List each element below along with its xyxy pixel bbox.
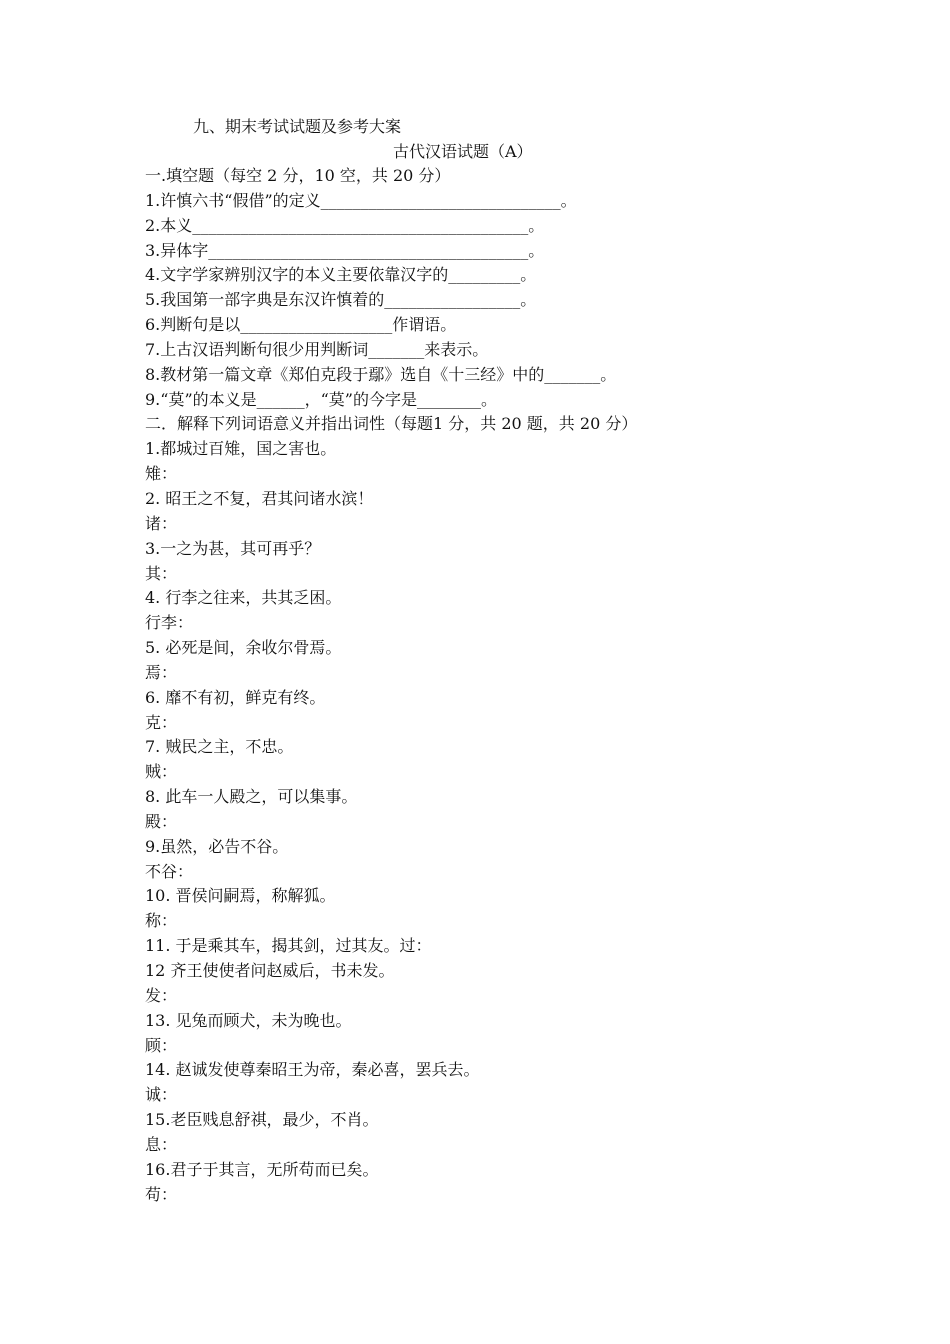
fill-blank-question: 9.“莫”的本义是______，“莫”的今字是________。 — [145, 389, 497, 409]
answer-prompt: 雉： — [145, 464, 178, 484]
fill-blank-question: 4.文字学家辨别汉字的本义主要依靠汉字的_________。 — [145, 265, 537, 285]
question-sentence: 14. 赵诚发使尊秦昭王为帝，秦必喜，罢兵去。 — [145, 1060, 480, 1080]
answer-prompt: 称： — [145, 911, 178, 931]
question-sentence: 11. 于是乘其车，揭其剑，过其友。过： — [145, 936, 432, 956]
answer-prompt: 其： — [145, 563, 178, 583]
answer-prompt: 行李： — [145, 613, 194, 633]
answer-prompt: 贼： — [145, 762, 178, 782]
question-sentence: 8. 此车一人殿之，可以集事。 — [145, 787, 358, 807]
section-heading: 九、期末考试试题及参考大案 — [193, 117, 402, 136]
question-sentence: 7. 贼民之主，不忠。 — [145, 737, 294, 757]
interpretation-section-header: 二．解释下列词语意义并指出词性（每题1 分，共 20 题，共 20 分） — [145, 414, 638, 434]
question-sentence: 6. 靡不有初，鲜克有终。 — [145, 687, 326, 707]
answer-prompt: 苟： — [145, 1184, 178, 1204]
answer-prompt: 息： — [145, 1134, 178, 1154]
question-sentence: 13. 见兔而顾犬，未为晚也。 — [145, 1010, 352, 1030]
answer-prompt: 诚： — [145, 1085, 178, 1105]
fill-blank-question: 8.教材第一篇文章《郑伯克段于鄢》选自《十三经》中的_______。 — [145, 364, 617, 384]
answer-prompt: 殿： — [145, 811, 178, 831]
fill-blank-question: 3.异体字________________________________________。 — [145, 240, 545, 260]
question-sentence: 5. 必死是间，余收尔骨焉。 — [145, 638, 342, 658]
answer-prompt: 发： — [145, 985, 178, 1005]
answer-prompt: 诸： — [145, 513, 178, 533]
exam-title: 古代汉语试题（A） — [393, 142, 533, 161]
answer-prompt: 不谷： — [145, 861, 194, 881]
answer-prompt: 顾： — [145, 1035, 178, 1055]
question-sentence: 16.君子于其言，无所苟而已矣。 — [145, 1159, 379, 1179]
question-sentence: 10. 晋侯问嗣焉，称解狐。 — [145, 886, 336, 906]
question-sentence: 4. 行李之往来，共其乏困。 — [145, 588, 342, 608]
exam-body — [145, 164, 905, 1207]
question-sentence: 2. 昭王之不复，君其问诸水滨！ — [145, 488, 374, 508]
question-sentence: 3.一之为甚，其可再乎？ — [145, 538, 321, 558]
question-sentence: 9.虽然，必告不谷。 — [145, 836, 289, 856]
question-sentence: 12 齐王使使者问赵威后，书未发。 — [145, 961, 395, 980]
fill-blank-section-header: 一.填空题（每空 2 分，10 空，共 20 分） — [145, 166, 451, 185]
question-sentence: 15.老臣贱息舒祺，最少，不肖。 — [145, 1110, 379, 1130]
answer-prompt: 克： — [145, 712, 178, 732]
question-sentence: 1.都城过百雉，国之害也。 — [145, 439, 337, 459]
answer-prompt: 焉： — [145, 662, 178, 682]
fill-blank-question: 5.我国第一部字典是东汉许慎着的_________________。 — [145, 290, 537, 310]
fill-blank-question: 7.上古汉语判断句很少用判断词_______来表示。 — [145, 339, 489, 359]
fill-blank-question: 6.判断句是以___________________作谓语。 — [145, 315, 457, 335]
fill-blank-question: 2.本义__________________________________________。 — [145, 215, 545, 235]
fill-blank-question: 1.许慎六书“假借”的定义______________________________。 — [145, 190, 577, 210]
